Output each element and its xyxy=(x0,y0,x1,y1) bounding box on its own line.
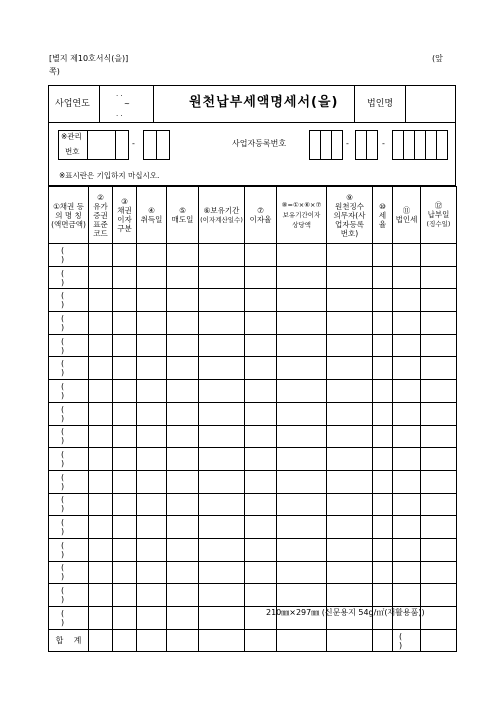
table-cell[interactable] xyxy=(421,607,457,630)
amount-paren: ( ) xyxy=(60,563,77,582)
table-cell[interactable] xyxy=(327,289,373,312)
table-cell[interactable] xyxy=(393,380,421,403)
col-withholding-agent: ⑨ 원천징수 의무자(사 업자등록 번호) xyxy=(327,187,373,244)
bizno-dash-2: - xyxy=(382,139,385,148)
table-cell[interactable] xyxy=(199,380,245,403)
table-cell[interactable] xyxy=(199,402,245,425)
table-cell[interactable] xyxy=(393,289,421,312)
table-cell[interactable] xyxy=(89,380,113,403)
table-cell[interactable] xyxy=(167,516,199,539)
table-cell[interactable] xyxy=(277,538,327,561)
table-cell[interactable] xyxy=(421,289,457,312)
table-cell[interactable] xyxy=(245,334,277,357)
table-cell[interactable] xyxy=(421,584,457,607)
table-cell[interactable] xyxy=(167,493,199,516)
table-cell[interactable] xyxy=(137,402,167,425)
table-cell[interactable] xyxy=(137,244,167,267)
col-tax-rate: ⑩ 세 율 xyxy=(373,187,393,244)
table-cell[interactable] xyxy=(113,402,137,425)
table-cell[interactable] xyxy=(89,448,113,471)
table-cell[interactable] xyxy=(245,493,277,516)
table-cell[interactable] xyxy=(373,357,393,380)
table-cell[interactable] xyxy=(137,561,167,584)
table-row xyxy=(49,312,457,335)
table-cell[interactable] xyxy=(137,266,167,289)
table-cell[interactable] xyxy=(327,402,373,425)
business-year-label: 사업연도 xyxy=(55,99,90,109)
table-cell[interactable] xyxy=(49,244,89,267)
table-cell[interactable] xyxy=(49,334,89,357)
table-cell[interactable] xyxy=(199,516,245,539)
table-cell[interactable] xyxy=(277,380,327,403)
table-cell[interactable] xyxy=(89,402,113,425)
table-cell[interactable] xyxy=(199,448,245,471)
table-cell[interactable] xyxy=(245,312,277,335)
amount-paren: ( ) xyxy=(60,268,77,287)
corp-name-label: 법인명 xyxy=(367,99,394,109)
table-cell[interactable] xyxy=(89,516,113,539)
table-cell[interactable] xyxy=(245,448,277,471)
table-cell[interactable] xyxy=(327,244,373,267)
total-row xyxy=(49,629,457,652)
amount-paren: ( ) xyxy=(60,404,77,423)
table-cell[interactable] xyxy=(113,561,137,584)
table-cell[interactable] xyxy=(393,357,421,380)
table-cell[interactable] xyxy=(137,584,167,607)
table-cell[interactable] xyxy=(199,289,245,312)
table-cell[interactable] xyxy=(113,334,137,357)
table-cell[interactable] xyxy=(393,334,421,357)
table-cell[interactable] xyxy=(277,266,327,289)
table-cell[interactable] xyxy=(327,334,373,357)
table-cell[interactable] xyxy=(277,448,327,471)
table-cell[interactable] xyxy=(373,470,393,493)
table-row xyxy=(49,425,457,448)
mgmt-label-line2: 번호 xyxy=(65,147,80,156)
table-cell[interactable] xyxy=(327,538,373,561)
table-cell[interactable] xyxy=(277,357,327,380)
table-cell[interactable] xyxy=(245,289,277,312)
period-tilde: ~ xyxy=(124,100,130,108)
col-interest-type: ③ 채권 이자 구분 xyxy=(113,187,137,244)
table-row xyxy=(49,448,457,471)
table-cell[interactable] xyxy=(393,561,421,584)
table-cell[interactable] xyxy=(89,538,113,561)
table-cell[interactable] xyxy=(373,334,393,357)
col-securities-code: ② 유가 증권 표준 코드 xyxy=(89,187,113,244)
table-cell[interactable] xyxy=(327,516,373,539)
table-cell[interactable] xyxy=(277,516,327,539)
table-cell[interactable] xyxy=(49,538,89,561)
table-cell[interactable] xyxy=(49,561,89,584)
table-cell[interactable] xyxy=(245,470,277,493)
table-cell[interactable] xyxy=(393,448,421,471)
table-cell[interactable] xyxy=(137,380,167,403)
table-cell[interactable] xyxy=(49,357,89,380)
table-cell[interactable] xyxy=(327,448,373,471)
table-cell[interactable] xyxy=(421,516,457,539)
table-row xyxy=(49,266,457,289)
total-cell[interactable] xyxy=(167,629,199,652)
table-cell[interactable] xyxy=(89,607,113,630)
table-cell[interactable] xyxy=(277,584,327,607)
table-cell[interactable] xyxy=(199,493,245,516)
total-cell[interactable] xyxy=(89,629,113,652)
table-cell[interactable] xyxy=(89,289,113,312)
table-cell[interactable] xyxy=(89,470,113,493)
amount-paren: ( ) xyxy=(60,495,77,514)
table-cell[interactable] xyxy=(327,493,373,516)
amount-paren: ( ) xyxy=(60,540,77,559)
table-cell[interactable] xyxy=(113,538,137,561)
table-cell[interactable] xyxy=(393,516,421,539)
table-cell[interactable] xyxy=(137,289,167,312)
table-cell[interactable] xyxy=(113,357,137,380)
table-cell[interactable] xyxy=(167,584,199,607)
form-title: 원천납부세액명세서(을) xyxy=(189,95,339,110)
table-cell[interactable] xyxy=(137,357,167,380)
table-cell[interactable] xyxy=(245,425,277,448)
table-cell[interactable] xyxy=(199,538,245,561)
table-cell[interactable] xyxy=(89,561,113,584)
table-cell[interactable] xyxy=(113,470,137,493)
col-corporate-tax: ⑪ 법인세 xyxy=(393,187,421,244)
total-cell[interactable] xyxy=(373,629,393,652)
table-cell[interactable] xyxy=(89,493,113,516)
table-cell[interactable] xyxy=(277,470,327,493)
table-cell[interactable] xyxy=(421,357,457,380)
table-cell[interactable] xyxy=(421,380,457,403)
management-section xyxy=(48,123,456,186)
table-cell[interactable] xyxy=(199,584,245,607)
amount-paren: ( ) xyxy=(60,427,77,446)
table-cell[interactable] xyxy=(373,380,393,403)
table-cell[interactable] xyxy=(113,607,137,630)
amount-paren: ( ) xyxy=(60,359,77,378)
table-cell[interactable] xyxy=(137,538,167,561)
table-cell[interactable] xyxy=(245,357,277,380)
table-cell[interactable] xyxy=(199,312,245,335)
table-cell[interactable] xyxy=(327,470,373,493)
amount-paren: ( ) xyxy=(60,586,77,605)
amount-paren: ( ) xyxy=(60,381,77,400)
page-side-wrap: 쪽) xyxy=(49,67,60,76)
table-cell[interactable] xyxy=(49,584,89,607)
table-cell[interactable] xyxy=(245,584,277,607)
table-cell[interactable] xyxy=(373,425,393,448)
table-cell[interactable] xyxy=(393,266,421,289)
table-cell[interactable] xyxy=(199,425,245,448)
table-cell[interactable] xyxy=(327,312,373,335)
table-cell[interactable] xyxy=(373,266,393,289)
table-cell[interactable] xyxy=(113,312,137,335)
table-cell[interactable] xyxy=(199,470,245,493)
table-cell[interactable] xyxy=(393,538,421,561)
table-row xyxy=(49,538,457,561)
table-cell[interactable] xyxy=(327,380,373,403)
table-cell[interactable] xyxy=(373,584,393,607)
table-cell[interactable] xyxy=(393,425,421,448)
table-cell[interactable] xyxy=(49,312,89,335)
table-cell[interactable] xyxy=(199,244,245,267)
total-cell[interactable] xyxy=(245,629,277,652)
table-row xyxy=(49,289,457,312)
table-cell[interactable] xyxy=(167,561,199,584)
table-cell[interactable] xyxy=(245,244,277,267)
table-cell[interactable] xyxy=(373,448,393,471)
table-cell[interactable] xyxy=(113,380,137,403)
table-row xyxy=(49,244,457,267)
table-cell[interactable] xyxy=(373,402,393,425)
table-cell[interactable] xyxy=(421,470,457,493)
table-row xyxy=(49,584,457,607)
table-cell[interactable] xyxy=(245,402,277,425)
table-cell[interactable] xyxy=(49,516,89,539)
table-cell[interactable] xyxy=(49,493,89,516)
table-cell[interactable] xyxy=(49,448,89,471)
table-cell[interactable] xyxy=(167,334,199,357)
table-cell[interactable] xyxy=(49,380,89,403)
header-row xyxy=(49,187,457,244)
bizno-box-3[interactable] xyxy=(331,130,343,160)
table-cell[interactable] xyxy=(113,584,137,607)
table-cell[interactable] xyxy=(113,289,137,312)
table-cell[interactable] xyxy=(393,244,421,267)
table-cell[interactable] xyxy=(421,334,457,357)
table-cell[interactable] xyxy=(277,561,327,584)
table-cell[interactable] xyxy=(113,493,137,516)
col-acquisition-date: ④ 취득일 xyxy=(137,187,167,244)
table-cell[interactable] xyxy=(245,380,277,403)
table-cell[interactable] xyxy=(373,244,393,267)
table-cell[interactable] xyxy=(199,607,245,630)
table-cell[interactable] xyxy=(167,244,199,267)
table-cell[interactable] xyxy=(199,561,245,584)
table-row xyxy=(49,357,457,380)
amount-paren: ( ) xyxy=(60,518,77,537)
table-cell[interactable] xyxy=(393,402,421,425)
mgmt-no-box-3[interactable] xyxy=(156,130,170,160)
detail-table xyxy=(48,186,457,652)
table-cell[interactable] xyxy=(49,425,89,448)
amount-paren: ( ) xyxy=(60,608,77,627)
mgmt-dash: - xyxy=(132,139,135,148)
table-cell[interactable] xyxy=(245,516,277,539)
period-start[interactable]: . . xyxy=(116,90,123,98)
table-cell[interactable] xyxy=(421,538,457,561)
table-cell[interactable] xyxy=(137,312,167,335)
table-cell[interactable] xyxy=(327,584,373,607)
table-cell[interactable] xyxy=(277,493,327,516)
table-cell[interactable] xyxy=(89,266,113,289)
table-cell[interactable] xyxy=(277,244,327,267)
table-cell[interactable] xyxy=(89,357,113,380)
table-cell[interactable] xyxy=(245,538,277,561)
total-cell[interactable] xyxy=(113,629,137,652)
col-payment-date: ⑫ 납부일 (징수일) xyxy=(421,187,457,244)
bizno-dash-1: - xyxy=(346,139,349,148)
table-cell[interactable] xyxy=(89,244,113,267)
table-cell[interactable] xyxy=(167,448,199,471)
table-cell[interactable] xyxy=(49,289,89,312)
table-cell[interactable] xyxy=(393,312,421,335)
table-row xyxy=(49,334,457,357)
table-cell[interactable] xyxy=(277,289,327,312)
total-cell[interactable] xyxy=(393,629,421,652)
table-cell[interactable] xyxy=(137,470,167,493)
mgmt-no-box-1[interactable] xyxy=(115,130,129,160)
amount-paren: ( ) xyxy=(60,450,77,469)
table-cell[interactable] xyxy=(137,448,167,471)
table-cell[interactable] xyxy=(327,357,373,380)
amount-paren: ( ) xyxy=(60,313,77,332)
table-cell[interactable] xyxy=(89,584,113,607)
table-row xyxy=(49,561,457,584)
table-cell[interactable] xyxy=(199,266,245,289)
table-cell[interactable] xyxy=(373,561,393,584)
col-holding-interest: ⑧=①×⑥×⑦ 보유기간이자 상당액 xyxy=(277,187,327,244)
table-cell[interactable] xyxy=(137,334,167,357)
table-cell[interactable] xyxy=(277,312,327,335)
table-row xyxy=(49,402,457,425)
table-cell[interactable] xyxy=(373,289,393,312)
total-cell[interactable] xyxy=(277,629,327,652)
table-cell[interactable] xyxy=(137,493,167,516)
total-cell[interactable] xyxy=(199,629,245,652)
table-cell[interactable] xyxy=(277,425,327,448)
table-cell[interactable] xyxy=(89,312,113,335)
table-cell[interactable] xyxy=(327,561,373,584)
table-cell[interactable] xyxy=(277,402,327,425)
mgmt-label-line1: ※관리 xyxy=(61,132,82,141)
table-cell[interactable] xyxy=(245,561,277,584)
col-bond-name: ①채권 등 의 명 칭 (액면금액) xyxy=(49,187,89,244)
table-cell[interactable] xyxy=(327,266,373,289)
bizno-label: 사업자등록번호 xyxy=(232,139,287,148)
note-text: ※표시란은 기입하지 마십시오. xyxy=(59,171,160,180)
table-cell[interactable] xyxy=(137,516,167,539)
table-cell[interactable] xyxy=(113,266,137,289)
table-cell[interactable] xyxy=(393,584,421,607)
table-cell[interactable] xyxy=(421,493,457,516)
table-cell[interactable] xyxy=(373,493,393,516)
amount-paren: ( ) xyxy=(60,472,77,491)
table-cell[interactable] xyxy=(137,607,167,630)
amount-paren: ( ) xyxy=(60,336,77,355)
table-cell[interactable] xyxy=(49,470,89,493)
table-cell[interactable] xyxy=(113,244,137,267)
total-cell[interactable] xyxy=(327,629,373,652)
table-cell[interactable] xyxy=(113,448,137,471)
table-cell[interactable] xyxy=(373,538,393,561)
table-cell[interactable] xyxy=(245,266,277,289)
table-row xyxy=(49,470,457,493)
table-cell[interactable] xyxy=(393,493,421,516)
table-cell[interactable] xyxy=(167,289,199,312)
table-cell[interactable] xyxy=(113,425,137,448)
table-cell[interactable] xyxy=(373,312,393,335)
amount-paren: ( ) xyxy=(60,245,77,264)
table-row xyxy=(49,493,457,516)
col-interest-rate: ⑦ 이자율 xyxy=(245,187,277,244)
table-cell[interactable] xyxy=(167,470,199,493)
col-sale-date: ⑤ 매도일 xyxy=(167,187,199,244)
total-label: 합 계 xyxy=(49,629,89,652)
table-cell[interactable] xyxy=(137,425,167,448)
table-cell[interactable] xyxy=(421,244,457,267)
bizno-box-5[interactable] xyxy=(366,130,378,160)
amount-paren: ( ) xyxy=(60,291,77,310)
table-cell[interactable] xyxy=(167,402,199,425)
table-cell[interactable] xyxy=(167,357,199,380)
form-header xyxy=(48,85,456,123)
total-tax-paren: ( ) xyxy=(398,631,415,650)
table-cell[interactable] xyxy=(421,425,457,448)
page-side-label: (앞 xyxy=(432,54,443,63)
table-cell[interactable] xyxy=(167,607,199,630)
table-cell[interactable] xyxy=(49,266,89,289)
table-cell[interactable] xyxy=(327,425,373,448)
table-cell[interactable] xyxy=(167,380,199,403)
period-end[interactable]: . . xyxy=(116,110,123,118)
table-cell[interactable] xyxy=(373,516,393,539)
table-row xyxy=(49,380,457,403)
total-cell[interactable] xyxy=(421,629,457,652)
paper-spec-footer: 210㎜×297㎜ (신문용지 54g/㎡(재활용품)) xyxy=(266,608,425,617)
table-cell[interactable] xyxy=(421,448,457,471)
table-cell[interactable] xyxy=(167,312,199,335)
table-cell[interactable] xyxy=(199,334,245,357)
table-cell[interactable] xyxy=(421,561,457,584)
table-cell[interactable] xyxy=(167,266,199,289)
table-cell[interactable] xyxy=(167,538,199,561)
table-cell[interactable] xyxy=(421,266,457,289)
table-row xyxy=(49,516,457,539)
mgmt-no-box-2[interactable] xyxy=(143,130,157,160)
table-cell[interactable] xyxy=(89,334,113,357)
form-number-label: [별지 제10호서식(을)] xyxy=(49,54,129,63)
table-cell[interactable] xyxy=(49,402,89,425)
col-holding-period: ⑥보유기간 (이자계산일수) xyxy=(199,187,245,244)
table-cell[interactable] xyxy=(393,470,421,493)
table-cell[interactable] xyxy=(113,516,137,539)
table-cell[interactable] xyxy=(167,425,199,448)
bizno-box-10[interactable] xyxy=(436,130,448,160)
table-cell[interactable] xyxy=(277,334,327,357)
table-cell[interactable] xyxy=(49,607,89,630)
table-cell[interactable] xyxy=(199,357,245,380)
table-cell[interactable] xyxy=(89,425,113,448)
table-cell[interactable] xyxy=(421,312,457,335)
total-cell[interactable] xyxy=(137,629,167,652)
table-cell[interactable] xyxy=(421,402,457,425)
